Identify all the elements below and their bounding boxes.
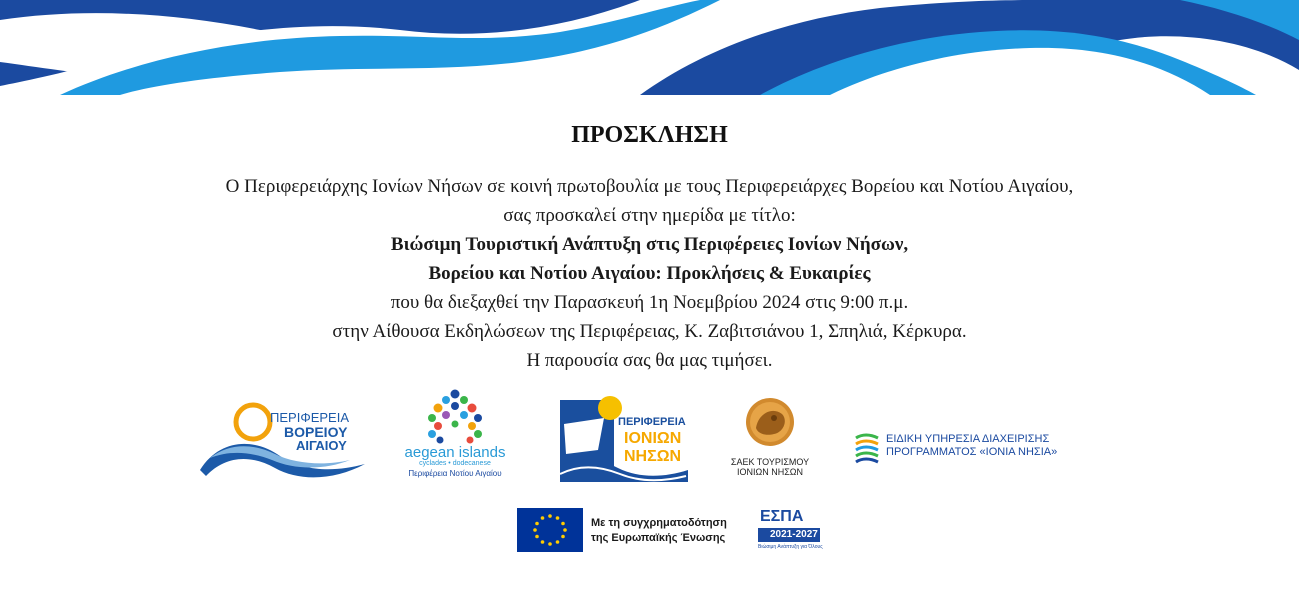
saek-line2: ΙΟΝΙΩΝ ΝΗΣΩΝ <box>736 467 804 477</box>
eu-line1: Με τη συγχρηματοδότηση <box>591 517 727 529</box>
eu-flag <box>517 508 583 552</box>
special-service-line1: ΕΙΔΙΚΗ ΥΠΗΡΕΣΙΑ ΔΙΑΧΕΙΡΙΣΗΣ <box>886 433 1050 445</box>
south-aegean-region-label: Περιφέρεια Νοτίου Αιγαίου <box>408 469 502 478</box>
north-aegean-line2: ΒΟΡΕΙΟΥ <box>284 424 348 440</box>
south-aegean-logo <box>392 388 518 482</box>
ionian-islands-logo <box>558 394 690 482</box>
event-date-line: που θα διεξαχθεί την Παρασκευή 1η Νοεμβρίου 2024 στις 9:00 π.μ. <box>390 292 909 313</box>
espa-name: ΕΣΠΑ <box>760 508 804 525</box>
saek-logo <box>722 398 818 480</box>
espa-tagline: Βιώσιμη Ανάπτυξη για Όλους <box>758 544 823 550</box>
wave-header <box>0 0 1299 95</box>
eu-line2: της Ευρωπαϊκής Ένωσης <box>591 532 726 544</box>
north-aegean-line3: ΑΙΓΑΙΟΥ <box>296 438 347 453</box>
eu-cofunding-text <box>583 508 747 552</box>
invitation-line: Ο Περιφερειάρχης Ιονίων Νήσων σε κοινή πρωτοβουλία με τους Περιφερειάρχες Βορείου και Νοτίου Αιγαίου, <box>225 176 1074 197</box>
espa-years-bar <box>758 528 820 542</box>
event-title-line: Βορείου και Νοτίου Αιγαίου: Προκλήσεις & Ευκαιρίες <box>428 263 871 284</box>
invitation-closing: Η παρουσία σας θα μας τιμήσει. <box>526 350 773 371</box>
event-venue-line: στην Αίθουσα Εκδηλώσεων της Περιφέρειας, Κ. Ζαβιτσιάνου 1, Σπηλιά, Κέρκυρα. <box>332 321 967 342</box>
north-aegean-line1: ΠΕΡΙΦΕΡΕΙΑ <box>270 410 350 425</box>
espa-logo <box>756 508 822 552</box>
special-service-line2: ΠΡΟΓΡΑΜΜΑΤΟΣ «ΙΟΝΙΑ ΝΗΣΙΑ» <box>886 446 1058 458</box>
invitation-body <box>0 172 1299 375</box>
aegean-islands-brand: aegean islands <box>404 444 506 461</box>
ionian-line3: ΝΗΣΩΝ <box>624 448 682 465</box>
ionian-line1: ΠΕΡΙΦΕΡΕΙΑ <box>618 416 686 428</box>
north-aegean-logo <box>200 398 370 480</box>
saek-line1: ΣΑΕΚ ΤΟΥΡΙΣΜΟΥ <box>730 457 810 467</box>
eu-stars-icon <box>517 508 583 552</box>
aegean-islands-dots-icon <box>392 388 518 448</box>
aegean-islands-sub: cyclades • dodecanese <box>419 460 491 467</box>
invitation-line: σας προσκαλεί στην ημερίδα με τίτλο: <box>503 205 796 226</box>
coin-icon <box>722 398 818 448</box>
espa-years: 2021-2027 <box>770 529 818 540</box>
ionian-line2: ΙΟΝΙΩΝ <box>624 430 682 447</box>
stripes-icon <box>854 430 880 466</box>
event-title-line: Βιώσιμη Τουριστική Ανάπτυξη στις Περιφέρειες Ιονίων Νήσων, <box>390 234 909 255</box>
invitation-title: ΠΡΟΣΚΛΗΣΗ <box>571 122 728 148</box>
special-service-logo <box>854 430 1099 470</box>
